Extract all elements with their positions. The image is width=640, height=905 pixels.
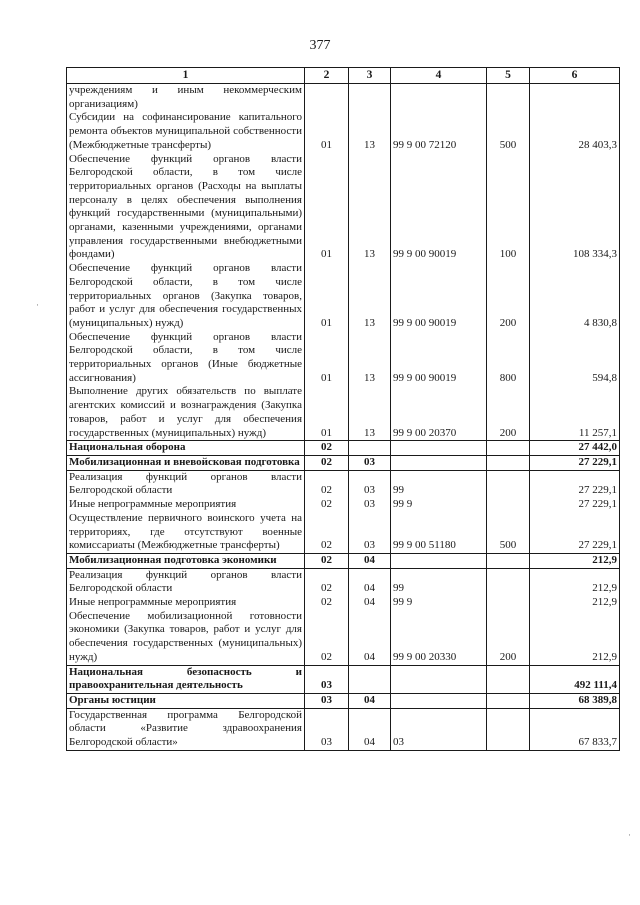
amount: 212,9 [530,553,620,568]
table-row [67,498,620,512]
column-header: 2 [305,68,349,84]
subsection-code: 04 [349,693,391,708]
expense-type-code [487,470,530,498]
column-header: 4 [391,68,487,84]
table-row [67,111,620,152]
expense-type-code [487,568,530,596]
subsection-code: 04 [349,568,391,596]
table-row [67,455,620,470]
amount: 4 830,8 [530,262,620,331]
amount: 212,9 [530,596,620,610]
section-code [305,84,349,112]
section-code: 02 [305,568,349,596]
column-header: 1 [67,68,305,84]
amount: 27 229,1 [530,470,620,498]
amount: 28 403,3 [530,111,620,152]
amount: 212,9 [530,610,620,665]
amount: 11 257,1 [530,385,620,440]
column-header: 5 [487,68,530,84]
section-code: 01 [305,262,349,331]
row-name: Реализация функций органов власти Белгородской области [67,470,305,498]
row-name: Обеспечение мобилизационной готовности экономики (Закупка товаров, работ и услуг для обеспечения государственных (муниципальных) нужд) [67,610,305,665]
expense-type-code [487,84,530,112]
section-code: 01 [305,111,349,152]
subsection-code: 13 [349,331,391,386]
row-name: Мобилизационная подготовка экономики [67,553,305,568]
subsection-code: 13 [349,153,391,263]
amount: 27 229,1 [530,498,620,512]
section-code: 02 [305,596,349,610]
amount: 212,9 [530,568,620,596]
subsection-code: 04 [349,610,391,665]
subsection-code: 13 [349,262,391,331]
section-code: 03 [305,708,349,750]
section-code: 02 [305,553,349,568]
scan-artifact: · [628,830,631,840]
target-article-code: 99 [391,470,487,498]
subsection-code: 03 [349,455,391,470]
subsection-code: 04 [349,596,391,610]
expense-type-code: 200 [487,262,530,331]
target-article-code: 99 9 00 90019 [391,153,487,263]
table-row [67,470,620,498]
expense-type-code [487,708,530,750]
expense-type-code [487,665,530,693]
section-code: 02 [305,610,349,665]
section-code: 02 [305,455,349,470]
row-name: Субсидии на софинансирование капитального ремонта объектов муниципальной собственности (Межбюджетные трансферты) [67,111,305,152]
expense-type-code: 500 [487,111,530,152]
target-article-code [391,455,487,470]
section-code: 01 [305,331,349,386]
amount: 108 334,3 [530,153,620,263]
table-row [67,568,620,596]
subsection-code [349,441,391,456]
amount: 492 111,4 [530,665,620,693]
row-name: Обеспечение функций органов власти Белгородской области, в том числе территориальных органов (Расходы на выплаты персоналу в целях обеспечения выполнения функций государственными (муниципальными) органами, казенными учреждениями, органами управления государственными внебюджетными фондами) [67,153,305,263]
target-article-code [391,665,487,693]
expense-type-code: 200 [487,385,530,440]
row-name: Органы юстиции [67,693,305,708]
target-article-code [391,553,487,568]
row-name: Национальная безопасность и правоохранительная деятельность [67,665,305,693]
amount: 594,8 [530,331,620,386]
expense-type-code: 800 [487,331,530,386]
page-number: 377 [309,38,331,53]
table-row [67,512,620,554]
section-code: 02 [305,441,349,456]
table-row [67,610,620,665]
section-code: 02 [305,498,349,512]
section-code: 02 [305,470,349,498]
section-code: 02 [305,512,349,554]
section-code: 03 [305,665,349,693]
expense-type-code: 200 [487,610,530,665]
subsection-code: 04 [349,553,391,568]
expense-type-code [487,498,530,512]
amount: 27 229,1 [530,512,620,554]
target-article-code [391,441,487,456]
expense-type-code [487,596,530,610]
expense-type-code [487,693,530,708]
amount [530,84,620,112]
subsection-code [349,665,391,693]
target-article-code: 99 9 [391,498,487,512]
subsection-code: 03 [349,470,391,498]
column-header: 3 [349,68,391,84]
target-article-code: 99 9 00 90019 [391,331,487,386]
subsection-code: 03 [349,512,391,554]
amount: 68 389,8 [530,693,620,708]
target-article-code: 99 9 00 20330 [391,610,487,665]
expense-type-code [487,441,530,456]
row-name: Обеспечение функций органов власти Белгородской области, в том числе территориальных органов (Закупка товаров, работ и услуг для обеспечения государственных (муниципальных) нужд) [67,262,305,331]
target-article-code: 99 9 [391,596,487,610]
subsection-code: 13 [349,111,391,152]
budget-table [66,67,620,751]
table-row [67,441,620,456]
expense-type-code [487,455,530,470]
table-row [67,153,620,263]
section-code: 01 [305,153,349,263]
amount: 27 442,0 [530,441,620,456]
subsection-code: 13 [349,385,391,440]
table-row [67,693,620,708]
table-row [67,84,620,112]
target-article-code: 99 9 00 90019 [391,262,487,331]
target-article-code: 99 9 00 72120 [391,111,487,152]
target-article-code: 99 [391,568,487,596]
table-row [67,331,620,386]
target-article-code [391,693,487,708]
amount: 67 833,7 [530,708,620,750]
subsection-code [349,84,391,112]
target-article-code: 99 9 00 20370 [391,385,487,440]
subsection-code: 03 [349,498,391,512]
section-code: 01 [305,385,349,440]
column-header: 6 [530,68,620,84]
expense-type-code: 100 [487,153,530,263]
table-row [67,262,620,331]
table-row [67,553,620,568]
row-name: Иные непрограммные мероприятия [67,498,305,512]
row-name: Национальная оборона [67,441,305,456]
row-name: Иные непрограммные мероприятия [67,596,305,610]
table-header-row [67,68,620,84]
row-name: Реализация функций органов власти Белгородской области [67,568,305,596]
expense-type-code: 500 [487,512,530,554]
row-name: Осуществление первичного воинского учета на территориях, где отсутствуют военные комиссариаты (Межбюджетные трансферты) [67,512,305,554]
table-row [67,596,620,610]
row-name: учреждениям и иным некоммерческим организациям) [67,84,305,112]
table-row [67,385,620,440]
row-name: Мобилизационная и вневойсковая подготовка [67,455,305,470]
table-row [67,665,620,693]
row-name: Государственная программа Белгородской области «Развитие здравоохранения Белгородской области» [67,708,305,750]
target-article-code: 99 9 00 51180 [391,512,487,554]
target-article-code: 03 [391,708,487,750]
row-name: Обеспечение функций органов власти Белгородской области, в том числе территориальных органов (Иные бюджетные ассигнования) [67,331,305,386]
amount: 27 229,1 [530,455,620,470]
expense-type-code [487,553,530,568]
subsection-code: 04 [349,708,391,750]
target-article-code [391,84,487,112]
row-name: Выполнение других обязательств по выплате агентских комиссий и вознаграждения (Закупка товаров, работ и услуг для обеспечения государственных (муниципальных) нужд) [67,385,305,440]
table-row [67,708,620,750]
section-code: 03 [305,693,349,708]
scan-artifact: · [36,300,39,310]
